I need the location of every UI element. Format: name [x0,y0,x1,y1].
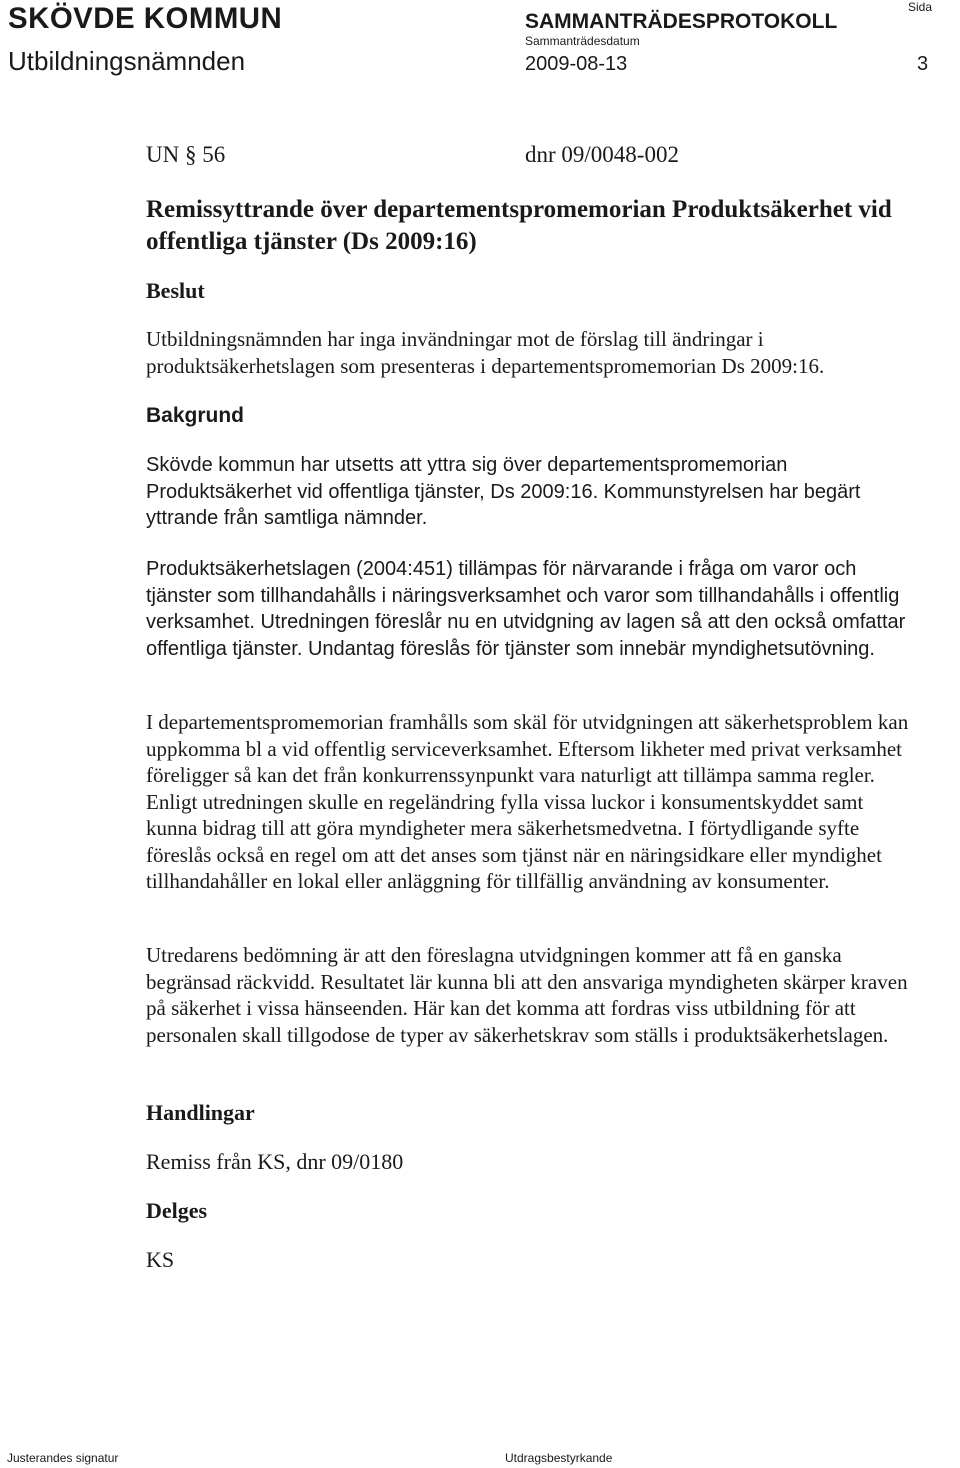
case-title: Remissyttrande över departementspromemorian Produktsäkerhet vid offentliga tjänster (Ds 2009:16) [146,196,892,255]
bakgrund-paragraph-4: Utredarens bedömning är att den föreslagna utvidgningen kommer att få en ganska begränsad räckvidd. Resultatet lär kunna bli att den ansvariga myndigheten skärper kraven på säkerhet i vissa hänseenden. Här kan det komma att fordras viss utbildning för att personalen skall tillgodose de typer av säkerhetskrav som ställs i produktsäkerhetslagen. [146,943,908,1047]
delges-item: KS [146,1247,175,1272]
delges-heading: Delges [146,1198,208,1223]
case-dnr: dnr 09/0048-002 [525,142,679,167]
beslut-heading: Beslut [146,278,205,303]
protocol-title: SAMMANTRÄDESPROTOKOLL [525,10,838,33]
bakgrund-heading: Bakgrund [146,404,245,427]
extract-label: Utdragsbestyrkande [505,1451,613,1465]
committee-name: Utbildningsnämnden [8,46,246,76]
bakgrund-paragraph-1: Skövde kommun har utsetts att yttra sig över departementspromemorian Produktsäkerhet vid offentliga tjänster, Ds 2009:16. Kommunstyrelsen har begärt yttrande från samtliga nämnder. [146,454,861,529]
date-label: Sammanträdesdatum [525,34,640,48]
meeting-date: 2009-08-13 [525,53,628,75]
handlingar-item: Remiss från KS, dnr 09/0180 [146,1149,404,1174]
case-number: UN § 56 [146,142,226,167]
page-number: 3 [917,53,929,75]
beslut-text: Utbildningsnämnden har inga invändningar mot de förslag till ändringar i produktsäkerhetslagen som presenteras i departementspromemorian Ds 2009:16. [146,327,825,378]
signature-label: Justerandes signatur [7,1451,119,1465]
handlingar-heading: Handlingar [146,1100,255,1125]
bakgrund-paragraph-2: Produktsäkerhetslagen (2004:451) tillämpas för närvarande i fråga om varor och tjänster som tillhandahålls i näringsverksamhet och varor som tillhandahålls i offentlig verksamhet. Utredningen föreslår nu en utvidgning av lagen så att den också omfattar offentliga tjänster. Undantag föreslås för tjänster som innebär myndighetsutövning. [146,558,906,660]
bakgrund-paragraph-3: I departementspromemorian framhålls som skäl för utvidgningen att säkerhetsproblem kan uppkomma bl a vid offentlig serviceverksamhet. Eftersom likheter med privat verksamhet föreligger så kan det från konkurrenssynpunkt vara naturligt att tillämpa samma regler. Enligt utredningen skulle en regeländring fylla vissa luckor i konsumentskyddet samt kunna bidrag till att göra myndigheter mera säkerhetsmedvetna. I förtydligande syfte föreslås också en regel om att det anses som tjänst när en näringsidkare eller myndighet tillhandahåller en lokal eller anläggning för tillfällig användning av konsumenter. [146,710,909,893]
page-label: Sida [908,0,933,14]
municipality-logo: SKÖVDE KOMMUN [8,2,283,35]
